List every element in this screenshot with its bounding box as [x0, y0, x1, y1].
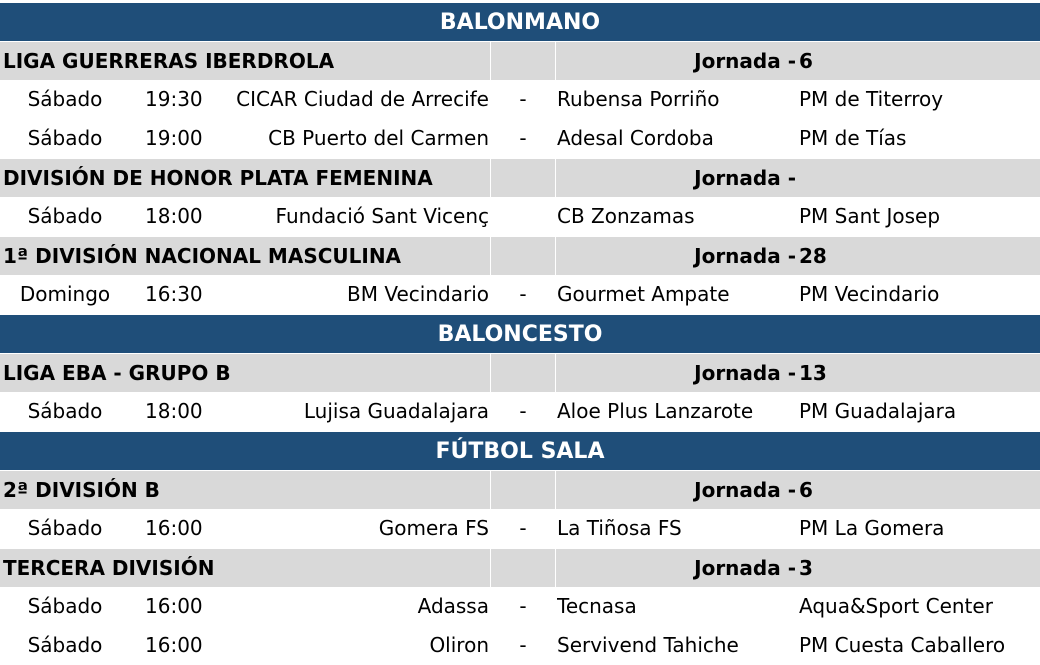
- home-team: CICAR Ciudad de Arrecife: [236, 87, 489, 111]
- cell-divider: [490, 159, 491, 198]
- jornada-label: Jornada -: [694, 244, 796, 268]
- match-row: [0, 509, 1040, 548]
- away-team: La Tiñosa FS: [557, 516, 682, 540]
- competition-row: [0, 470, 1040, 509]
- match-day: Domingo: [19, 282, 111, 306]
- match-time: 19:00: [145, 126, 203, 150]
- vs-separator: [512, 197, 534, 236]
- competition-name: DIVISIÓN DE HONOR PLATA FEMENINA: [3, 166, 433, 190]
- jornada-label: Jornada -: [694, 556, 796, 580]
- home-team: Lujisa Guadalajara: [303, 399, 489, 423]
- jornada-number: 6: [799, 49, 813, 73]
- venue: PM Vecindario: [799, 282, 940, 306]
- match-day: Sábado: [27, 594, 103, 618]
- sport-header: BALONCESTO: [0, 314, 1040, 353]
- venue: PM Sant Josep: [799, 204, 941, 228]
- competition-row: [0, 41, 1040, 80]
- cell-divider: [555, 159, 556, 198]
- home-team: Oliron: [429, 633, 489, 657]
- jornada-number: 13: [799, 361, 827, 385]
- venue: PM de Titerroy: [799, 87, 944, 111]
- match-row: [0, 119, 1040, 158]
- venue: PM Cuesta Caballero: [799, 633, 1006, 657]
- jornada-number: 28: [799, 244, 827, 268]
- home-team: Fundació Sant Vicenç: [275, 204, 489, 228]
- away-team: Gourmet Ampate: [557, 282, 730, 306]
- away-team: Tecnasa: [557, 594, 637, 618]
- vs-separator: -: [519, 282, 527, 306]
- match-row: [0, 275, 1040, 314]
- cell-divider: [490, 354, 491, 393]
- match-day: Sábado: [27, 633, 103, 657]
- away-team: Aloe Plus Lanzarote: [557, 399, 754, 423]
- cell-divider: [490, 549, 491, 588]
- away-team: Servivend Tahiche: [557, 633, 739, 657]
- vs-separator: -: [519, 516, 527, 540]
- sport-header: BALONMANO: [0, 2, 1040, 41]
- sport-header: FÚTBOL SALA: [0, 431, 1040, 470]
- jornada-number: [799, 159, 999, 198]
- match-time: 16:00: [145, 633, 203, 657]
- match-row: [0, 587, 1040, 626]
- away-team: CB Zonzamas: [557, 204, 695, 228]
- jornada-label: Jornada -: [694, 478, 796, 502]
- match-time: 16:00: [145, 594, 203, 618]
- match-row: [0, 197, 1040, 236]
- match-time: 16:30: [145, 282, 203, 306]
- competition-name: LIGA EBA - GRUPO B: [3, 361, 231, 385]
- cell-divider: [555, 354, 556, 393]
- vs-separator: -: [519, 594, 527, 618]
- jornada-number: 6: [799, 478, 813, 502]
- vs-separator: -: [519, 87, 527, 111]
- match-row: [0, 626, 1040, 665]
- competition-row: [0, 158, 1040, 197]
- competition-row: [0, 548, 1040, 587]
- cell-divider: [490, 471, 491, 510]
- competition-name: 1ª DIVISIÓN NACIONAL MASCULINA: [3, 244, 402, 268]
- competition-name: 2ª DIVISIÓN B: [3, 478, 160, 502]
- cell-divider: [555, 549, 556, 588]
- away-team: Rubensa Porriño: [557, 87, 720, 111]
- vs-separator: -: [519, 126, 527, 150]
- match-day: Sábado: [27, 126, 103, 150]
- venue: Aqua&Sport Center: [799, 594, 993, 618]
- home-team: BM Vecindario: [347, 282, 489, 306]
- away-team: Adesal Cordoba: [557, 126, 714, 150]
- match-day: Sábado: [27, 87, 103, 111]
- match-row: [0, 392, 1040, 431]
- jornada-label: Jornada -: [694, 166, 796, 190]
- match-day: Sábado: [27, 516, 103, 540]
- match-day: Sábado: [27, 204, 103, 228]
- match-row: [0, 80, 1040, 119]
- cell-divider: [490, 237, 491, 276]
- home-team: CB Puerto del Carmen: [268, 126, 489, 150]
- match-time: 16:00: [145, 516, 203, 540]
- competition-name: LIGA GUERRERAS IBERDROLA: [3, 49, 335, 73]
- cell-divider: [555, 471, 556, 510]
- cell-divider: [490, 42, 491, 81]
- cell-divider: [555, 237, 556, 276]
- cell-divider: [555, 42, 556, 81]
- home-team: Gomera FS: [378, 516, 489, 540]
- competition-row: [0, 353, 1040, 392]
- match-time: 19:30: [145, 87, 203, 111]
- vs-separator: -: [519, 399, 527, 423]
- jornada-label: Jornada -: [694, 361, 796, 385]
- venue: PM La Gomera: [799, 516, 945, 540]
- competition-row: [0, 236, 1040, 275]
- vs-separator: -: [519, 633, 527, 657]
- venue: PM de Tías: [799, 126, 907, 150]
- competition-name: TERCERA DIVISIÓN: [3, 556, 215, 580]
- home-team: Adassa: [417, 594, 489, 618]
- match-day: Sábado: [27, 399, 103, 423]
- jornada-label: Jornada -: [694, 49, 796, 73]
- jornada-number: 3: [799, 556, 813, 580]
- match-time: 18:00: [145, 204, 203, 228]
- match-time: 18:00: [145, 399, 203, 423]
- venue: PM Guadalajara: [799, 399, 957, 423]
